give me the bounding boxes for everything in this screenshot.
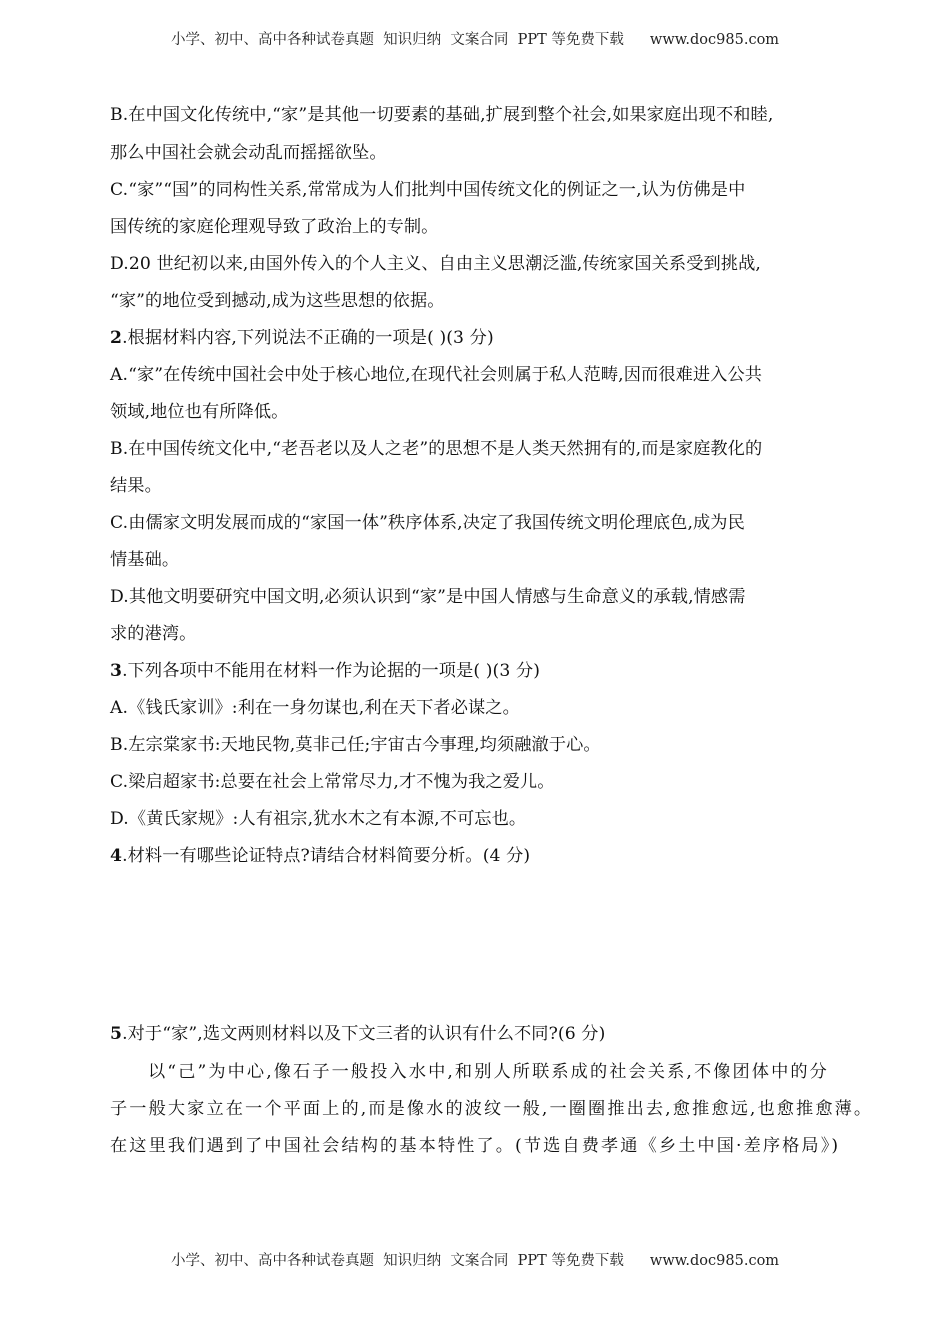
- q3-option-b: B.左宗棠家书:天地民物,莫非己任;宇宙古今事理,均须融澈于心。: [110, 735, 601, 755]
- q3-option-c: C.梁启超家书:总要在社会上常常尽力,才不愧为我之爱儿。: [110, 772, 555, 792]
- question-4-stem: 4.材料一有哪些论证特点?请结合材料简要分析。(4 分): [110, 846, 531, 866]
- quote-line-1: 以“己”为中心,像石子一般投入水中,和别人所联系成的社会关系,不像团体中的分: [148, 1062, 829, 1082]
- q1-option-d-line1: D.20 世纪初以来,由国外传入的个人主义、自由主义思潮泛滥,传统家国关系受到挑战,: [110, 254, 761, 274]
- q2-option-c-line1: C.由儒家文明发展而成的“家国一体”秩序体系,决定了我国传统文明伦理底色,成为民: [110, 513, 745, 533]
- q3-option-d: D.《黄氏家规》:人有祖宗,犹水木之有本源,不可忘也。: [110, 809, 527, 829]
- question-2-stem: 2.根据材料内容,下列说法不正确的一项是( )(3 分): [110, 328, 494, 348]
- question-number: 2: [110, 328, 123, 348]
- question-3-stem: 3.下列各项中不能用在材料一作为论据的一项是( )(3 分): [110, 661, 541, 681]
- q2-option-b-line1: B.在中国传统文化中,“老吾老以及人之老”的思想不是人类天然拥有的,而是家庭教化的: [110, 439, 763, 459]
- q2-option-a-line1: A.“家”在传统中国社会中处于核心地位,在现代社会则属于私人范畴,因而很难进入公共: [110, 365, 763, 385]
- header-text: 小学、初中、高中各种试卷真题 知识归纳 文案合同 PPT 等免费下载: [170, 32, 624, 48]
- question-5-stem: 5.对于“家”,选文两则材料以及下文三者的认识有什么不同?(6 分): [110, 1024, 606, 1044]
- q1-option-b-line1: B.在中国文化传统中,“家”是其他一切要素的基础,扩展到整个社会,如果家庭出现不和睦,: [110, 105, 774, 125]
- footer-url: www.doc985.com: [649, 1253, 780, 1269]
- page-footer: [0, 1249, 950, 1270]
- q1-option-d-line2: “家”的地位受到撼动,成为这些思想的依据。: [110, 291, 445, 311]
- footer-text: 小学、初中、高中各种试卷真题 知识归纳 文案合同 PPT 等免费下载: [170, 1253, 624, 1269]
- q2-option-b-line2: 结果。: [110, 476, 162, 496]
- question-number: 3: [110, 661, 123, 681]
- q1-option-c-line2: 国传统的家庭伦理观导致了政治上的专制。: [110, 217, 439, 237]
- page-header: [0, 28, 950, 49]
- question-number: 5: [110, 1024, 123, 1044]
- q2-option-d-line2: 求的港湾。: [110, 624, 197, 644]
- q1-option-c-line1: C.“家”“国”的同构性关系,常常成为人们批判中国传统文化的例证之一,认为仿佛是中: [110, 180, 746, 200]
- q2-option-d-line1: D.其他文明要研究中国文明,必须认识到“家”是中国人情感与生命意义的承载,情感需: [110, 587, 746, 607]
- q2-option-a-line2: 领域,地位也有所降低。: [110, 402, 289, 422]
- header-url: www.doc985.com: [649, 32, 780, 48]
- quote-line-3: 在这里我们遇到了中国社会结构的基本特性了。(节选自费孝通《乡土中国·差序格局》): [110, 1136, 841, 1156]
- quote-line-2: 子一般大家立在一个平面上的,而是像水的波纹一般,一圈圈推出去,愈推愈远,也愈推愈薄。: [110, 1099, 874, 1119]
- q2-option-c-line2: 情基础。: [110, 550, 180, 570]
- q1-option-b-line2: 那么中国社会就会动乱而摇摇欲坠。: [110, 143, 387, 163]
- q3-option-a: A.《钱氏家训》:利在一身勿谋也,利在天下者必谋之。: [110, 698, 520, 718]
- question-number: 4: [110, 846, 123, 866]
